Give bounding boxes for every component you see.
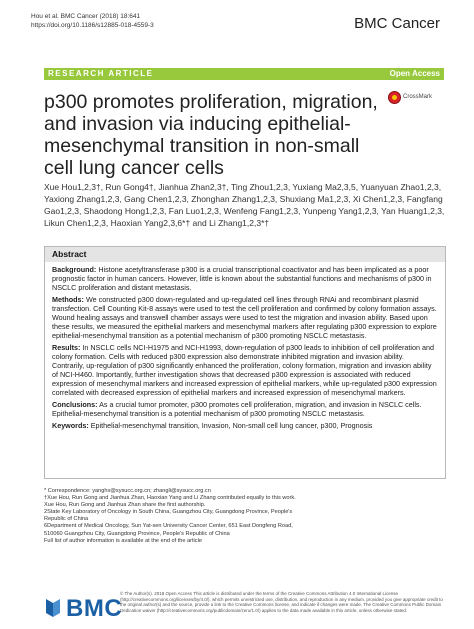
conclusions-text: As a crucial tumor promoter, p300 promotes cell proliferation, migration, and invasion in NSCLC cells. Epithelial-mesenchymal transition is a potential mechanism of p300 promoting NSCLC metastasis. [52, 400, 422, 418]
background-text: Histone acetyltransferase p300 is a crucial transcriptional coactivator and has been implicated as a poor prognostic factor in human cancers. However, little is known about the substantial functions and mechanisms of p300 in NSCLC proliferation and distant metastasis. [52, 265, 432, 292]
bmc-logo-icon [44, 597, 62, 619]
crossmark-badge[interactable] [388, 91, 444, 105]
correspondence-note: * Correspondence: yanghx@sysucc.org.cn; zhangli@sysucc.org.cn [44, 488, 211, 494]
first-authorship-note: Xue Hou, Run Gong and Jianhua Zhan share the first authorship. [44, 502, 206, 509]
journal-name: BMC Cancer [354, 15, 440, 32]
bmc-logo [44, 593, 123, 625]
author-info-note: Full list of author information is available at the end of the article [44, 537, 202, 544]
bmc-logo-text: BMC [66, 595, 123, 622]
crossmark-label: CrossMark [403, 94, 433, 100]
keywords-text: Epithelial-mesenchymal transition, Invasion, Non-small cell lung cancer, p300, Prognosis [90, 421, 373, 430]
equal-contribution-note: †Xue Hou, Run Gong and Jianhua Zhan, Haoxian Yang and Li Zhang contributed equally to this work. [44, 495, 296, 502]
citation-line: Hou et al. BMC Cancer (2018) 18:641 [31, 13, 141, 20]
background-label: Background: [52, 265, 97, 274]
abstract-box [44, 246, 446, 479]
keywords-label: Keywords: [52, 421, 89, 430]
abstract-conclusions [52, 400, 438, 418]
abstract-body [45, 262, 445, 430]
crossmark-icon [388, 91, 401, 104]
license-text: © The Author(s). 2018 Open Access This article is distributed under the terms of the Creative Commons Attribution 4.0 International License (http://creativecommons.org/licenses/by/4.0/), which permits unrestricted use, distribution, and reproduction in any medium, provided you give appropriate credit to the original author(s) and the source, provide a link to the Creative Commons license, and indicate if changes were made. The Creative Commons Public Domain Dedication waiver (http://creativecommons.org/publicdomain/zero/1.0/) applies to the data made available in this article, unless otherwise stated. [120, 591, 443, 614]
affiliation-note: 6Department of Medical Oncology, Sun Yat-sen University Cancer Center, 651 East Dongfeng Road, 510060 Guangzhou City, Guangdong Province, People's Republic of China [44, 523, 293, 537]
author-list: Xue Hou1,2,3†, Run Gong4†, Jianhua Zhan2,3†, Ting Zhou1,2,3, Yuxiang Ma2,3,5, Yuanyuan Zhao1,2,3, Yaxiong Zhang1,2,3, Gang Chen1,2,3, Zhonghan Zhang1,2,3, Shuxiang Ma1,2,3, Xi Chen1,2,3, Fangfang Gao1,2,3, Shaodong Hong1,2,3, Fan Luo1,2,3, Wenfeng Fang1,2,3, Yunpeng Yang1,2,3, Yan Huang1,2,3, Likun Chen1,2,3, Haoxian Yang2,3,6*† and Li Zhang1,2,3*† [44, 182, 445, 228]
abstract-methods [52, 295, 438, 340]
doi-link[interactable]: https://doi.org/10.1186/s12885-018-4559-3 [31, 21, 154, 29]
open-access-label: Open Access [389, 69, 440, 78]
citation [31, 13, 154, 30]
abstract-results [52, 343, 438, 397]
affiliation-note: 2State Key Laboratory of Oncology in South China, Guangzhou City, Guangdong Province, People's Republic of China [44, 509, 293, 523]
methods-text: We constructed p300 down-regulated and up-regulated cell lines through RNAi and recombinant plasmid transfection. Cell Counting Kit-8 assays were used to test the cell proliferation and confirmed by colony formation assays. Wound healing assays and transwell chamber assays were used to test the migration and invasion ability. Based upon these results, we measured the epithelial markers and mesenchymal markers after regulating p300 expression to explore epithelial-mesenchymal transition as a potential mechanism of p300 promoting NSCLC metastasis. [52, 295, 437, 340]
article-type: RESEARCH ARTICLE [48, 69, 154, 78]
footnotes [44, 488, 304, 545]
methods-label: Methods: [52, 295, 84, 304]
article-title: p300 promotes proliferation, migration, and invasion via inducing epithelial-mesenchymal transition in non-small cell lung cancer cells [44, 91, 378, 179]
results-text: In NSCLC cells NCI-H1975 and NCI-H1993, down-regulation of p300 leads to inhibition of cell proliferation and colony formation. Cells with reduced p300 expression also demonstrate inhibited migration and invasion ability. Contrarily, up-regulation of p300 significantly enhanced the proliferation, colony formation, migration and invasion ability of NCI-H460. Importantly, further investigation shows that decreased p300 expression is associated with reduced expression of mesenchymal markers and increased expression of epithelial markers, while up-regulated p300 expression correlated with decreased expression of epithelial markers and increased expression of mesenchymal markers. [52, 343, 437, 397]
abstract-keywords [52, 421, 438, 430]
abstract-background [52, 265, 438, 292]
results-label: Results: [52, 343, 81, 352]
abstract-heading: Abstract [45, 247, 445, 262]
conclusions-label: Conclusions: [52, 400, 98, 409]
article-type-banner [44, 68, 444, 80]
